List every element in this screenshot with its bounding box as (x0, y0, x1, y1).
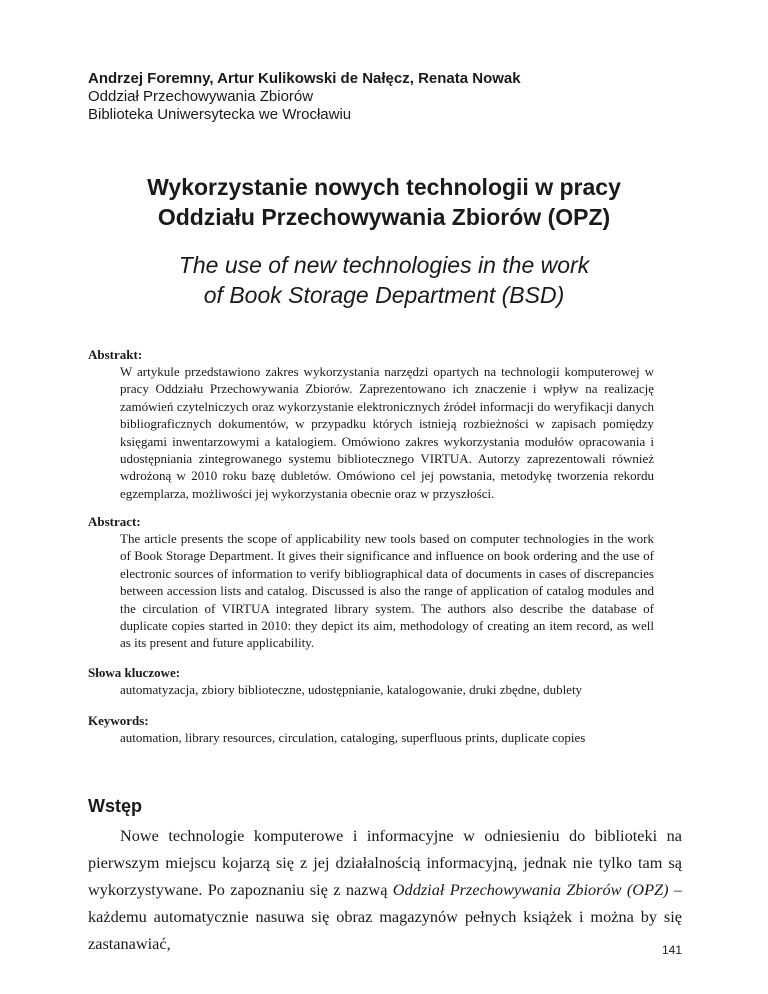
abstract-text: The article presents the scope of applicability new tools based on computer technologies in the work of Book Storage Department. It gives their significance and influence on book ordering and the use of electronic sources of information to verify bibliographical data of documents in cases of discrepancies between accession lists and catalog. Discussed is also the range of application of catalog modules and the circulation of VIRTUA integrated library system. The authors also describe the database of duplicate copies started in 2010: they depict its aim, methodology of creating an item record, as well as its present and future applicability. (120, 531, 654, 651)
slowa-kluczowe-heading: Słowa kluczowe: (88, 665, 181, 680)
paragraph-text-part2: – każdemu automatycznie nasuwa się obraz magazynów pełnych książek i można by się zastanawiać, (88, 880, 683, 953)
affiliation-library: Biblioteka Uniwersytecka we Wrocławiu (88, 106, 352, 123)
affiliation-department: Oddział Przechowywania Zbiorów (88, 88, 314, 105)
title-english-line2: of Book Storage Department (BSD) (203, 282, 565, 308)
section-heading: Wstęp (88, 796, 142, 816)
keywords-text: automation, library resources, circulation, cataloging, superfluous prints, duplicate copies (120, 730, 586, 745)
abstract-section (88, 513, 654, 652)
keywords-pl-section (88, 664, 654, 698)
article-title (60, 172, 708, 310)
title-polish-line1: Wykorzystanie nowych technologii w pracy (147, 174, 621, 200)
body-paragraph (88, 822, 682, 957)
paragraph-text-part1: Nowe technologie komputerowe i informacyjne w odniesieniu do biblioteki na pierwszym miejscu kojarzą się z jej działalnością informacyjną, jednak nie tylko tam są wykorzystywane. Po zapoznaniu się z nazwą (88, 826, 682, 899)
slowa-kluczowe-text: automatyzacja, zbiory biblioteczne, udostępnianie, katalogowanie, druki zbędne, dublety (120, 682, 583, 697)
paragraph-italic-term: Oddział Przechowywania Zbiorów (OPZ) (392, 880, 669, 899)
abstrakt-heading: Abstrakt: (88, 347, 143, 362)
author-block (88, 70, 708, 124)
abstrakt-section (88, 346, 654, 502)
abstract-heading: Abstract: (88, 514, 141, 529)
title-polish-line2: Oddziału Przechowywania Zbiorów (OPZ) (157, 204, 611, 230)
title-english-line1: The use of new technologies in the work (178, 252, 590, 278)
keywords-heading: Keywords: (88, 713, 149, 728)
abstrakt-text: W artykule przedstawiono zakres wykorzystania narzędzi opartych na technologii komputerowej w pracy Oddziału Przechowywania Zbiorów. Zaprezentowano ich znaczenie i wpływ na realizację zamówień czytelniczych oraz wykorzystanie elektronicznych źródeł informacji do weryfikacji danych bibliograficznych dokumentów, w przypadku których istnieją rozbieżności w zapisach pomiędzy księgami inwentarzowymi a katalogiem. Omówiono zakres wykorzystania modułów opracowania i udostępniania zintegrowanego systemu bibliotecznego VIRTUA. Autorzy zaprezentowali również wdrożoną w 2010 roku bazę dubletów. Omówiono cel jej powstania, metodykę tworzenia rekordu egzemplarza, możliwości jej wykorzystania obecnie oraz w przyszłości. (120, 364, 654, 501)
author-names: Andrzej Foremny, Artur Kulikowski de Nałęcz, Renata Nowak (88, 70, 521, 87)
keywords-en-section (88, 712, 654, 746)
page-number: 141 (661, 943, 682, 957)
